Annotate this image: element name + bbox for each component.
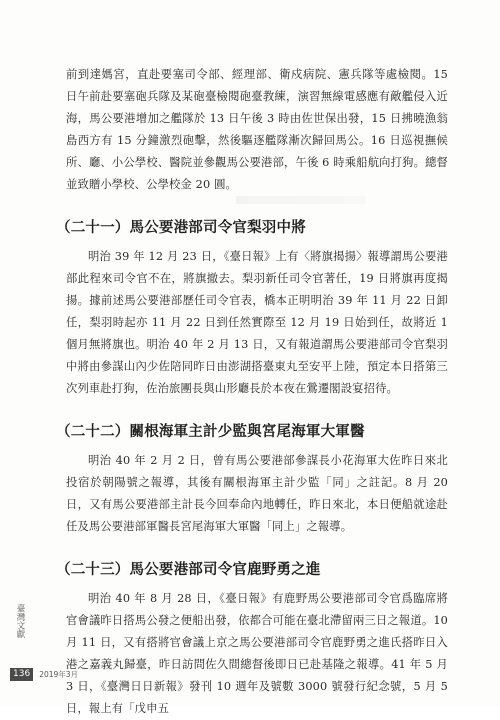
section-paragraph: 明治 40 年 8 月 28 日，《臺日報》有鹿野馬公要港部司令官爲臨席將官會議昨日搭馬公發之便船出發，依都合可能在臺北滯留兩三日之報道。10 月 11 日，又有搭將官會議上京之馬公要港部司令官鹿野勇之進氏搭昨日入港之嘉義丸歸臺，昨日訪問佐久間總督後即日已赴基隆之報導。41 年 5 月 3 日，《臺灣日日新報》發刊 10 週年及號數 3000 號發行紀念號，5 月 5 日，報上有「戊申五 (66, 592, 448, 715)
page-footer (10, 668, 78, 681)
running-title: 臺灣文獻 (15, 604, 25, 638)
intro-section (66, 64, 448, 196)
section-paragraph: 明治 40 年 2 月 2 日，曾有馬公要港部參謀長小花海軍大佐昨日來北投宿於朝陽號之報導，其後有關根海軍主計少監「同」之註記。8 月 20 日，又有馬公要港部主計長今回奉命內地轉任，昨日來北，本日便船就途赴任及馬公要港部軍醫長宮尾海軍大軍醫「同上」之報導。 (66, 454, 448, 533)
section-heading: （二十二）關根海軍主計少監與宮尾海軍大軍醫 (56, 424, 365, 440)
section-paragraph: 明治 39 年 12 月 23 日，《臺日報》上有〈將旗揭揚〉報導謂馬公要港部此程來司令官不在，將旗撤去。梨羽新任司令官著任，19 日將旗再度揭揚。據前述馬公要港部歷任司令官表，橋本正明明治 39 年 11 月 22 日卸任，梨羽時起亦 11 月 22 日到任然實際至 12 月 19 日始到任，故將近 1 個月無將旗也。明治 40 年 2 月 13 日，又有報道謂馬公要港部司令官梨羽中將由參謀山內少佐陪同昨日由澎湖搭臺東丸至安平上陸，預定本日搭第三次列車赴打狗，佐治旅團長與山形廳長於本夜在鶯遷閣設宴招待。 (66, 250, 448, 395)
section-21 (56, 216, 448, 400)
page-number: 136 (10, 668, 33, 681)
section-heading: （二十一）馬公要港部司令官梨羽中將 (56, 220, 306, 236)
issue-date: 2019年3月 (39, 670, 79, 679)
section-heading: （二十三）馬公要港部司令官鹿野勇之進 (56, 562, 321, 578)
intro-paragraph: 前到達媽宮，直赴要塞司令部、經理部、衛戍病院、憲兵隊等處檢閱。15 日午前赴要塞砲兵隊及某砲臺檢閱砲臺教練，演習無線電感應有敵艦侵入近海，馬公要港增加之艦隊於 13 日午後 3 時由佐世保出發，15 日拂曉漁翁島西方有 15 分鐘激烈砲擊，然後驅逐艦隊漸次歸回馬公。16 日巡視撫候所、廳、小公學校、醫院並參觀馬公要港部，午後 6 時乘船航向打狗。總督並致贈小學校、公學校金 20 圓。 (66, 68, 448, 191)
section-22 (56, 420, 448, 538)
